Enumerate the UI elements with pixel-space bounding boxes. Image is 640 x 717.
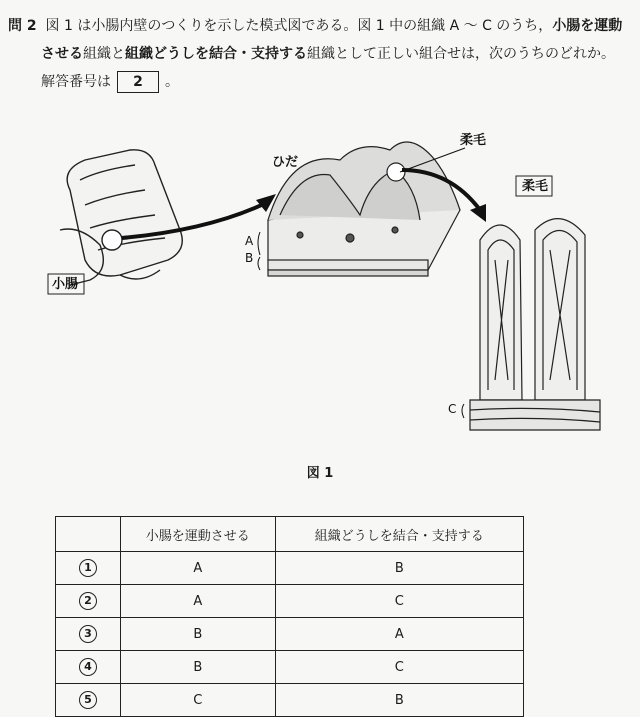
label-A: A (245, 234, 254, 248)
question-line-1 (8, 12, 632, 40)
label-villus-right: 柔毛 (522, 179, 549, 194)
answer-box: 2 (117, 71, 159, 93)
question-body-1: 図 1 は小腸内壁のつくりを示した模式図である。図 1 中の組織 A ～ C のうち， (45, 18, 553, 34)
figure-caption: 図 1 (306, 466, 334, 481)
question-emphasis-2: させる (41, 46, 83, 62)
table-cell: A (275, 618, 523, 651)
option-number-circle: 2 (79, 592, 97, 610)
bracket-B (258, 257, 260, 270)
option-number[interactable] (56, 585, 121, 618)
table-cell: A (121, 585, 276, 618)
question-number: 問 2 (8, 18, 37, 34)
question-emphasis-3: 組織どうしを結合・支持する (125, 46, 307, 62)
question-emphasis-1: 小腸を運動 (552, 18, 623, 34)
table-cell: B (121, 651, 276, 684)
option-number[interactable] (56, 684, 121, 717)
table-cell: C (121, 684, 276, 717)
question-line-3 (8, 68, 632, 96)
table-header-empty (56, 517, 121, 552)
option-number[interactable] (56, 651, 121, 684)
table-row[interactable] (56, 618, 524, 651)
table-cell: B (275, 684, 523, 717)
option-number-circle: 3 (79, 625, 97, 643)
answer-end: 。 (165, 74, 179, 90)
table-row[interactable] (56, 651, 524, 684)
table-cell: B (275, 552, 523, 585)
villus-drawing (470, 219, 600, 430)
label-fold: ひだ (272, 155, 299, 170)
small-intestine-drawing (60, 150, 182, 285)
answer-table (55, 516, 524, 717)
table-header-row (56, 517, 524, 552)
bracket-C (462, 404, 464, 418)
table-cell: C (275, 585, 523, 618)
option-number[interactable] (56, 552, 121, 585)
label-small-intestine: 小腸 (52, 277, 79, 292)
table-row[interactable] (56, 684, 524, 717)
label-C: C (448, 402, 457, 416)
table-header-support: 組織どうしを結合・支持する (275, 517, 523, 552)
table-cell: B (121, 618, 276, 651)
table-header-move: 小腸を運動させる (121, 517, 276, 552)
table-row[interactable] (56, 552, 524, 585)
label-villus-top: 柔毛 (460, 133, 487, 148)
option-number-circle: 1 (79, 559, 97, 577)
label-B: B (245, 251, 254, 265)
question-body-3: 組織として正しい組合せは，次のうちのどれか。 (307, 46, 615, 62)
option-number[interactable] (56, 618, 121, 651)
bracket-A (258, 232, 260, 255)
table-row[interactable] (56, 585, 524, 618)
option-number-circle: 4 (79, 658, 97, 676)
question-body-2: 組織と (83, 46, 125, 62)
question-text (8, 12, 632, 96)
intestine-figure (40, 110, 620, 470)
question-line-2 (8, 40, 632, 68)
table-cell: A (121, 552, 276, 585)
answer-label: 解答番号は (41, 74, 111, 90)
option-number-circle: 5 (79, 691, 97, 709)
table-cell: C (275, 651, 523, 684)
